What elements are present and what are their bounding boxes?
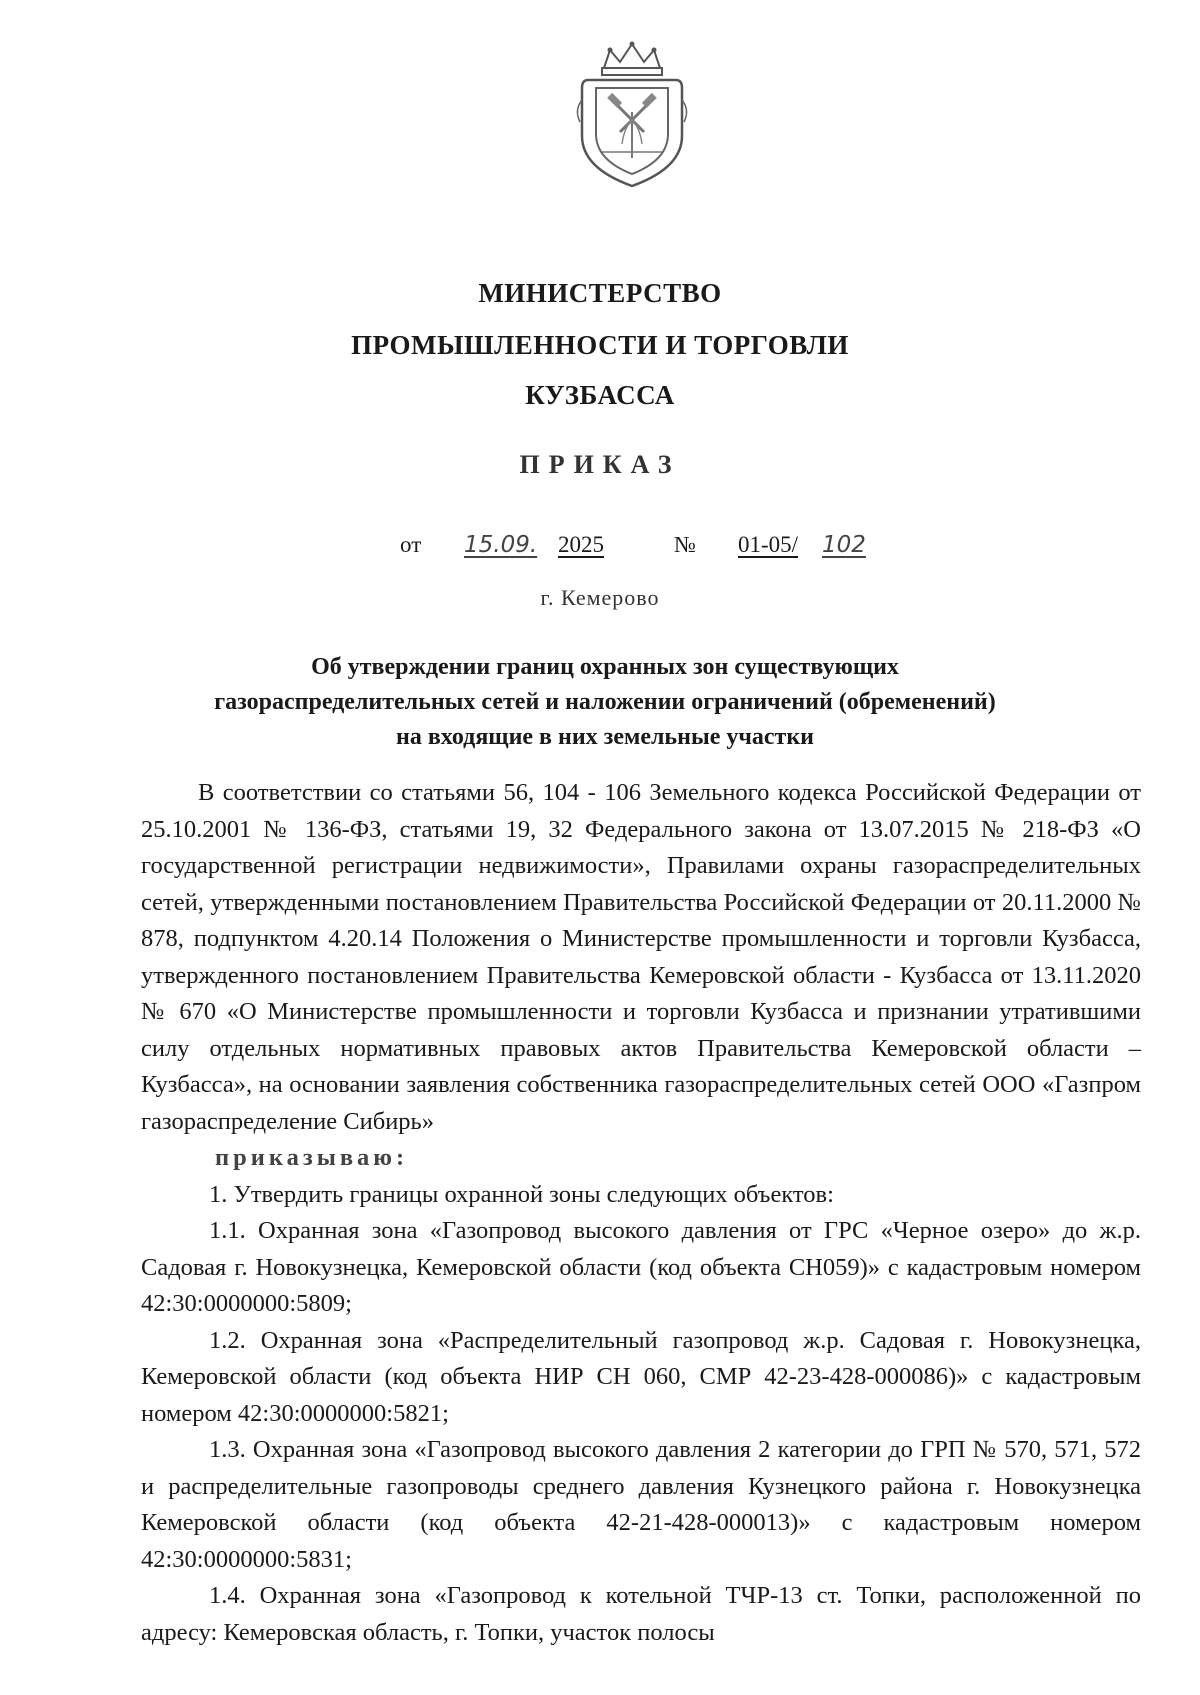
document-body xyxy=(141,775,1141,1651)
date-year: 2025 xyxy=(558,532,604,557)
sub-item-1-4: 1.4. Охранная зона «Газопровод к котельной ТЧР-13 ст. Топки, расположенной по адресу: Кемеровская область, г. Топки, участок полосы xyxy=(141,1582,1141,1646)
document-type: ПРИКАЗ xyxy=(519,450,681,479)
ministry-name-line-3: КУЗБАССА xyxy=(525,380,675,410)
order-number-printed: 01-05/ xyxy=(738,532,799,557)
sub-item-1-1: 1.1. Охранная зона «Газопровод высокого давления от ГРС «Черное озеро» до ж.р. Садовая г. Новокузнецка, Кемеровской области (код объекта СН059)» с кадастровым номером 42:30:0000000:5809; xyxy=(141,1217,1141,1317)
sub-item-1-3: 1.3. Охранная зона «Газопровод высокого давления 2 категории до ГРП № 570, 571, 572 и распределительные газопроводы среднего давления Кузнецкого района г. Новокузнецка Кемеровской области (код объекта 42-21-428-000013)» с кадастровым номером 42:30:0000000:5831; xyxy=(141,1436,1141,1573)
ministry-name-line-1: МИНИСТЕРСТВО xyxy=(478,278,722,308)
city-line: г. Кемерово xyxy=(540,585,660,610)
handwritten-date: 15.09. xyxy=(464,532,538,558)
number-sign: № xyxy=(674,532,696,557)
item-1: 1. Утвердить границы охранной зоны следующих объектов: xyxy=(209,1180,834,1208)
order-word: приказываю: xyxy=(215,1144,409,1171)
order-number-handwritten: 102 xyxy=(822,532,866,558)
preamble-paragraph: В соответствии со статьями 56, 104 - 106 Земельного кодекса Российской Федерации от 25.10.2001 № 136-ФЗ, статьями 19, 32 Федерального закона от 13.07.2015 № 218-ФЗ «О государственной регистрации недвижимости», Правилами охраны газораспределительных сетей, утвержденными постановлением Правительства Российской Федерации от 20.11.2000 № 878, подпунктом 4.20.14 Положения о Министерстве промышленности и торговли Кузбасса, утвержденного постановлением Правительства Кемеровской области - Кузбасса от 13.11.2020 № 670 «О Министерстве промышленности и торговли Кузбасса и признании утратившими силу отдельных нормативных правовых актов Правительства Кемеровской области – Кузбасса», на основании заявления собственника газораспределительных сетей ООО «Газпром газораспределение Сибирь» xyxy=(141,779,1141,1135)
coat-of-arms-icon xyxy=(574,40,690,190)
sub-item-1-2: 1.2. Охранная зона «Распределительный газопровод ж.р. Садовая г. Новокузнецка, Кемеровской области (код объекта НИР СН 060, СМР 42-23-428-000086)» с кадастровым номером 42:30:0000000:5821; xyxy=(141,1326,1141,1427)
ministry-name-line-2: ПРОМЫШЛЕННОСТИ И ТОРГОВЛИ xyxy=(351,330,849,360)
document-title: Об утверждении границ охранных зон существующих газораспределительных сетей и наложении ограничений (обременений) на входящие в них земельные участки xyxy=(214,654,996,750)
date-prefix: от xyxy=(400,532,422,557)
